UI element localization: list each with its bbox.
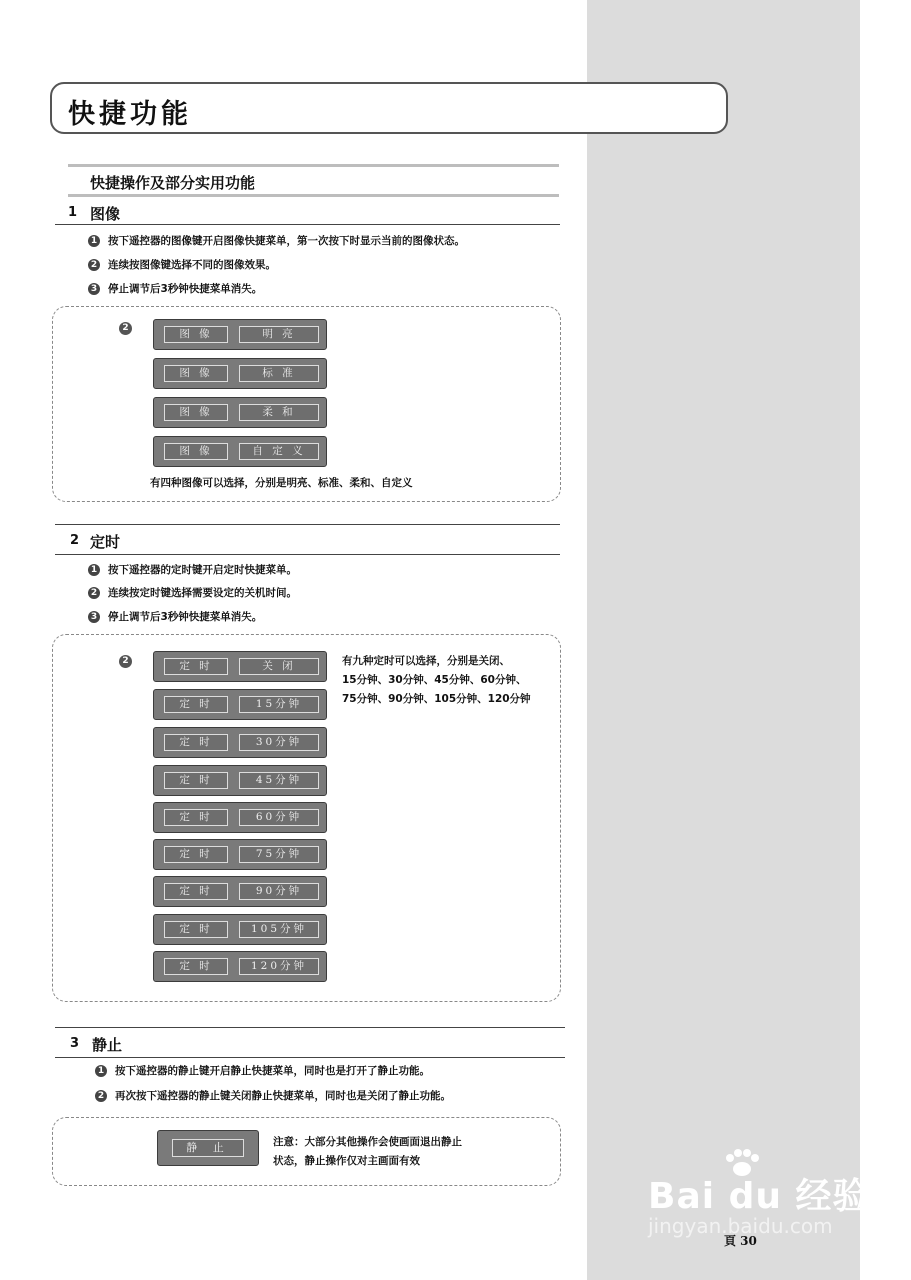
osd-value: 标 准: [239, 365, 319, 382]
osd-value: 柔 和: [239, 404, 319, 421]
osd-value: 自 定 义: [239, 443, 319, 460]
osd-label: 图 像: [164, 404, 228, 421]
osd-label: 定 时: [164, 772, 228, 789]
note-line: 15分钟、30分钟、45分钟、60分钟、: [342, 674, 527, 686]
timer-osd-105: [153, 914, 327, 945]
osd-label: 定 时: [164, 658, 228, 675]
section-1-number: 1: [68, 205, 78, 220]
step-bullet: 2: [88, 587, 100, 599]
section-1-rule: [55, 224, 560, 225]
osd-value: 90分钟: [239, 883, 319, 900]
page-margin: [860, 0, 911, 1280]
osd-value: 30分钟: [239, 734, 319, 751]
osd-value: 105分钟: [239, 921, 319, 938]
osd-label: 定 时: [164, 921, 228, 938]
section-3-title: 静止: [92, 1036, 123, 1054]
page-subtitle: 快捷操作及部分实用功能: [90, 174, 256, 192]
step-bullet: 1: [88, 235, 100, 247]
picture-osd-soft: [153, 397, 327, 428]
note-line: 状态，静止操作仅对主画面有效: [273, 1155, 420, 1167]
osd-label: 图 像: [164, 365, 228, 382]
step-bullet: 2: [88, 259, 100, 271]
section-2-step-2: 2 连续按定时键选择需要设定的关机时间。: [88, 585, 297, 601]
osd-label: 定 时: [164, 846, 228, 863]
section-3-note: [273, 1133, 462, 1171]
watermark-brand: Bai du 经验: [648, 1176, 870, 1217]
watermark-url: jingyan.baidu.com: [648, 1214, 833, 1238]
timer-osd-off: [153, 651, 327, 682]
step-bullet: 3: [88, 611, 100, 623]
section-2-step-3: 3 停止调节后3秒钟快捷菜单消失。: [88, 609, 262, 625]
section-2-note: [342, 652, 531, 709]
subtitle-bottom-rule: [68, 194, 559, 197]
timer-osd-60: [153, 802, 327, 833]
section-1-note: 有四种图像可以选择，分别是明亮、标准、柔和、自定义: [150, 477, 413, 489]
mute-label: 静 止: [172, 1139, 244, 1157]
mute-osd: [157, 1130, 259, 1166]
section-1-step-2: 2 连续按图像键选择不同的图像效果。: [88, 257, 276, 273]
section-3-step-1: 1 按下遥控器的静止键开启静止快捷菜单，同时也是打开了静止功能。: [95, 1063, 430, 1079]
note-line: 有九种定时可以选择，分别是关闭、: [342, 655, 510, 667]
section-2-rule: [55, 554, 560, 555]
section-3-step-2: 2 再次按下遥控器的静止键关闭静止快捷菜单，同时也是关闭了静止功能。: [95, 1088, 451, 1104]
step-bullet: 2: [95, 1090, 107, 1102]
page-title: 快捷功能: [68, 99, 192, 130]
timer-osd-90: [153, 876, 327, 907]
subtitle-top-rule: [68, 164, 559, 167]
osd-label: 定 时: [164, 958, 228, 975]
section-2-marker: 2: [119, 655, 132, 668]
osd-value: 明 亮: [239, 326, 319, 343]
osd-label: 图 像: [164, 443, 228, 460]
section-2-number: 2: [70, 533, 80, 548]
osd-label: 定 时: [164, 734, 228, 751]
timer-osd-15: [153, 689, 327, 720]
section-2-step-1: 1 按下遥控器的定时键开启定时快捷菜单。: [88, 562, 297, 578]
timer-osd-45: [153, 765, 327, 796]
osd-label: 定 时: [164, 883, 228, 900]
page-number: 頁 30: [724, 1234, 757, 1248]
osd-label: 定 时: [164, 809, 228, 826]
section-3-top-rule: [55, 1027, 565, 1028]
timer-osd-75: [153, 839, 327, 870]
osd-value: 关 闭: [239, 658, 319, 675]
title-box: [50, 82, 728, 134]
section-1-marker: 2: [119, 322, 132, 335]
note-line: 注意：大部分其他操作会使画面退出静止: [273, 1136, 462, 1148]
section-3-number: 3: [70, 1036, 80, 1051]
osd-value: 45分钟: [239, 772, 319, 789]
note-line: 75分钟、90分钟、105分钟、120分钟: [342, 693, 531, 705]
timer-osd-30: [153, 727, 327, 758]
section-2-top-rule: [55, 524, 560, 525]
section-1-title: 图像: [90, 205, 121, 223]
picture-osd-standard: [153, 358, 327, 389]
step-bullet: 3: [88, 283, 100, 295]
osd-value: 60分钟: [239, 809, 319, 826]
step-bullet: 1: [95, 1065, 107, 1077]
step-bullet: 1: [88, 564, 100, 576]
osd-label: 图 像: [164, 326, 228, 343]
section-1-step-3: 3 停止调节后3秒钟快捷菜单消失。: [88, 281, 262, 297]
osd-label: 定 时: [164, 696, 228, 713]
picture-osd-bright: [153, 319, 327, 350]
picture-osd-custom: [153, 436, 327, 467]
osd-value: 75分钟: [239, 846, 319, 863]
osd-value: 120分钟: [239, 958, 319, 975]
section-1-step-1: 1 按下遥控器的图像键开启图像快捷菜单，第一次按下时显示当前的图像状态。: [88, 233, 465, 249]
osd-value: 15分钟: [239, 696, 319, 713]
timer-osd-120: [153, 951, 327, 982]
section-3-rule: [55, 1057, 565, 1058]
section-2-title: 定时: [90, 533, 121, 551]
side-panel: [587, 0, 860, 1280]
